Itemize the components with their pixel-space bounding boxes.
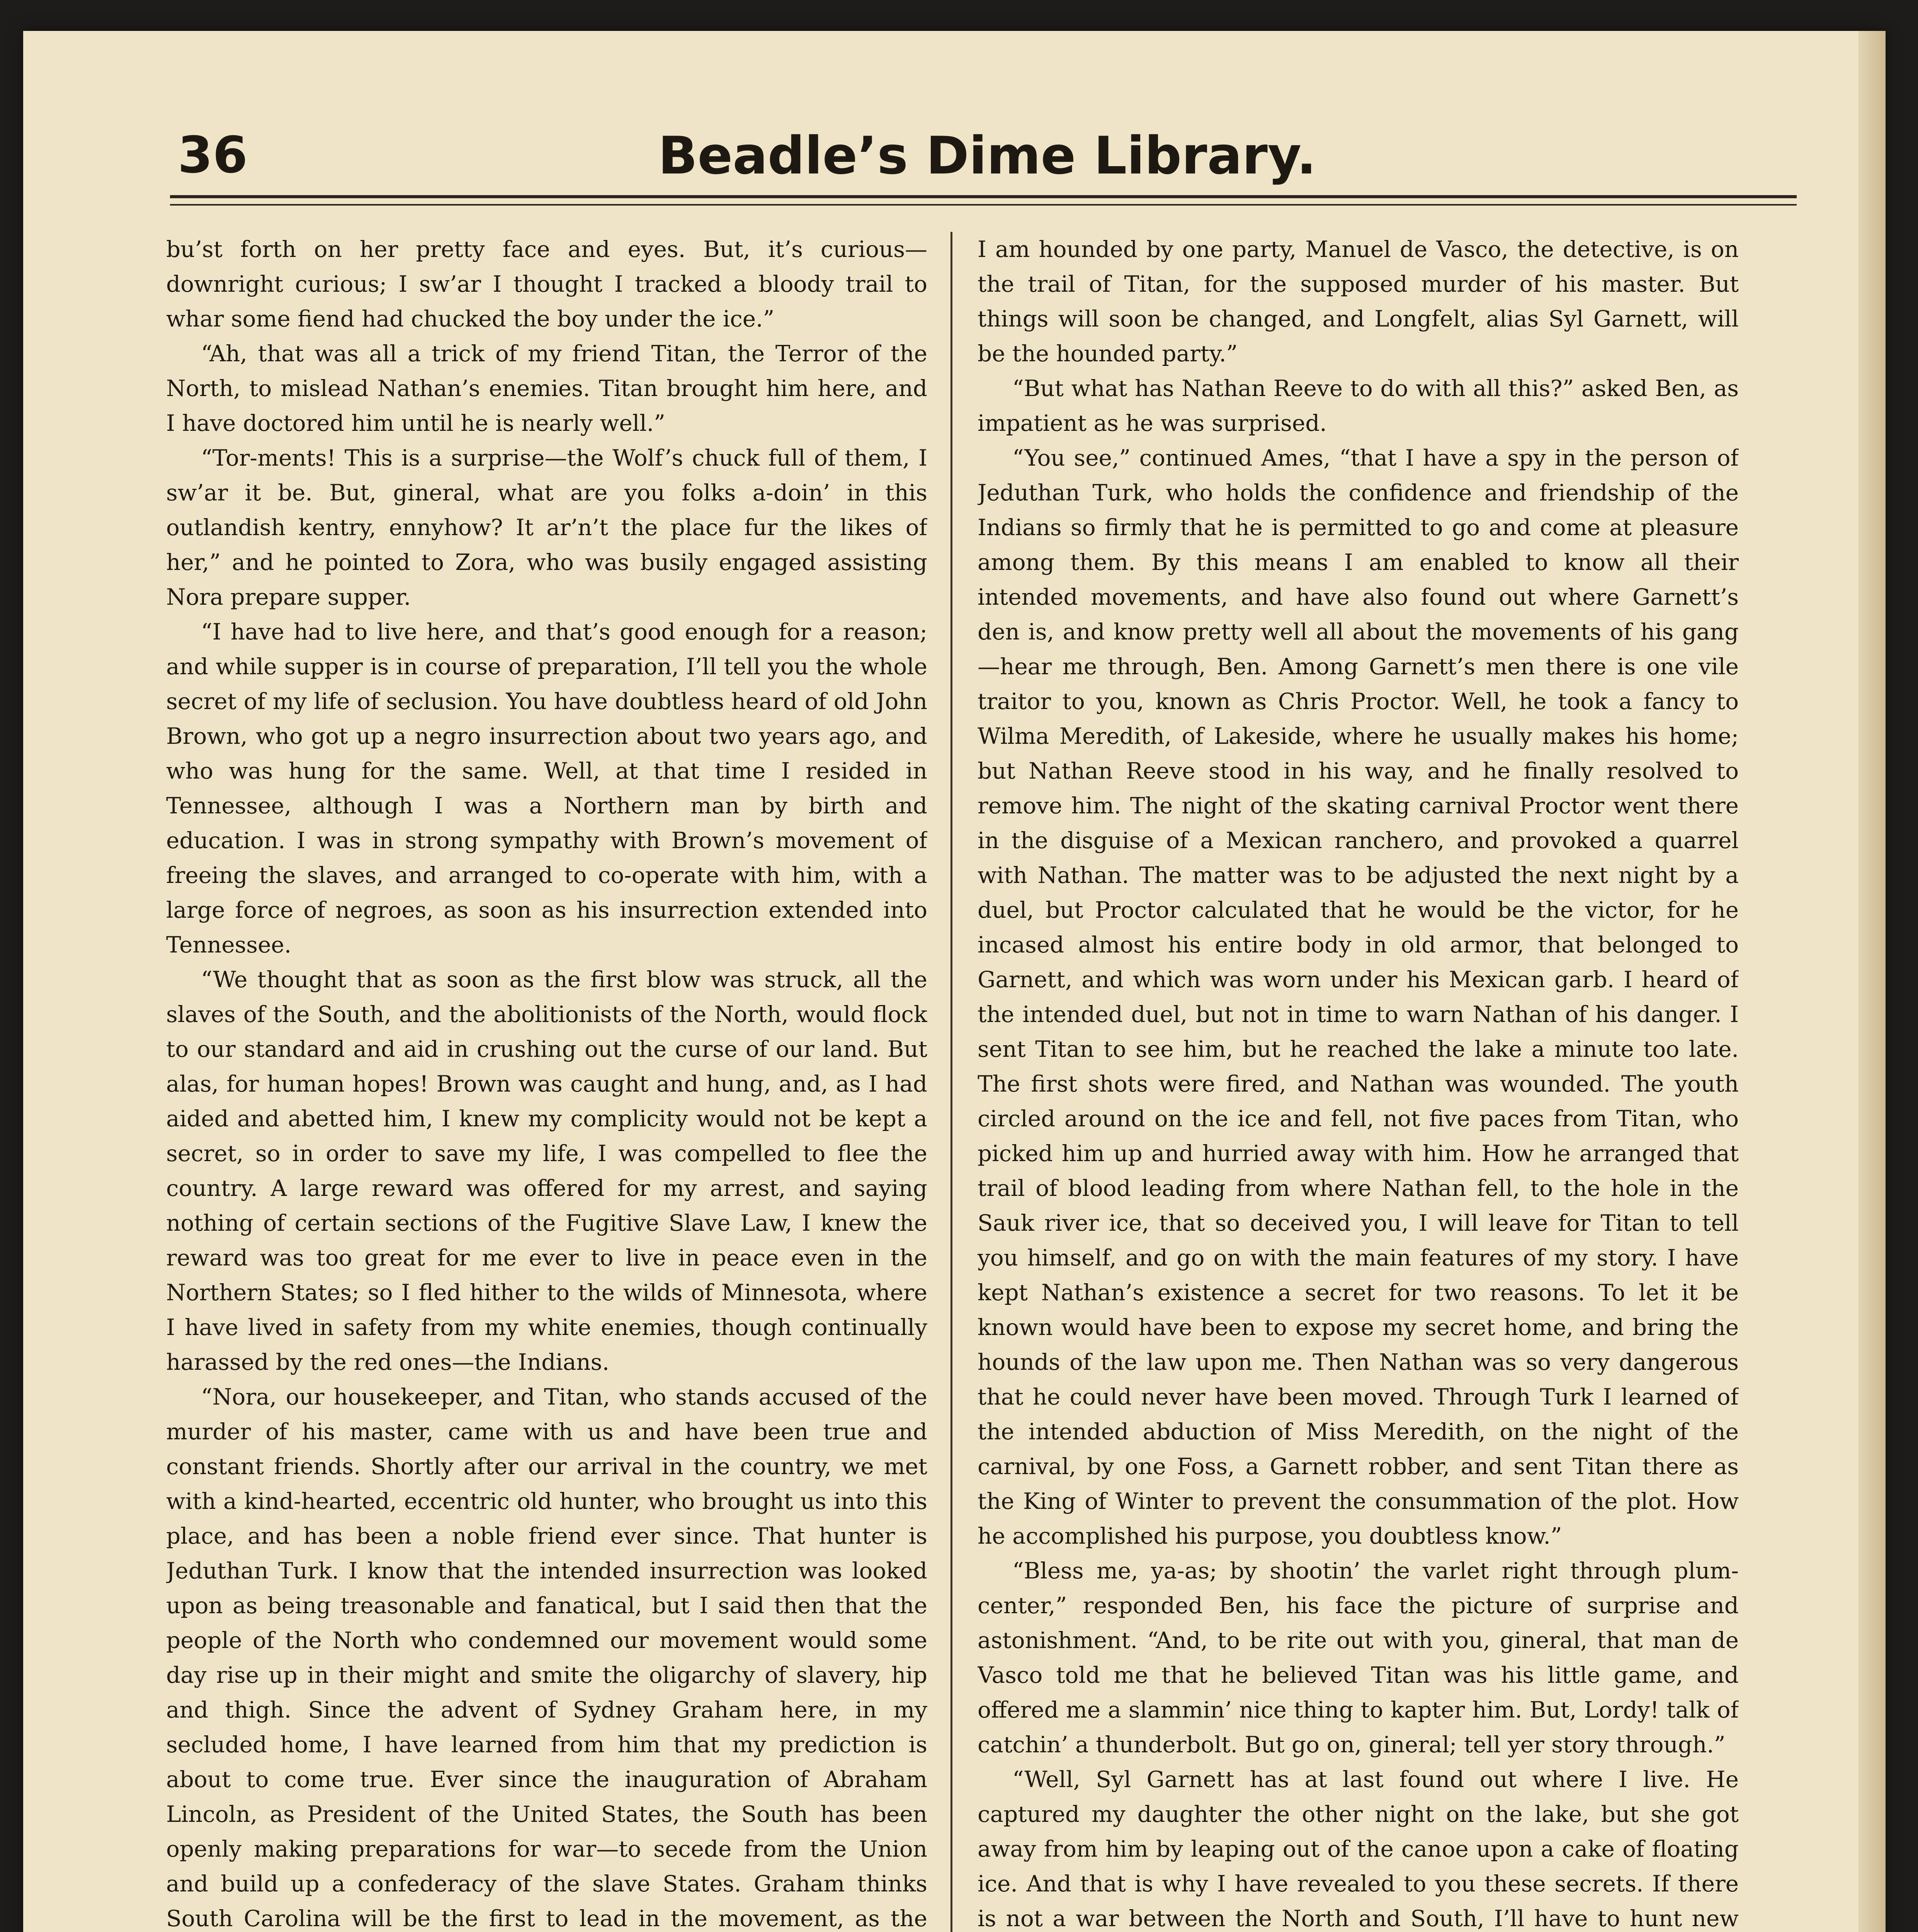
header-rule [170, 195, 1797, 198]
paragraph: “Well, Syl Garnett has at last found out where I live. He captured my daughter the other night on the lake, but she got away from him by leaping out of the canoe upon a cake of floating ice. And that is why I have revealed to you these secrets. If there is not a war between the North and South, I’ll have to hunt new [978, 1766, 1739, 1932]
paragraph: “You see,” continued Ames, “that I have a spy in the person of Jeduthan Turk, who holds the confidence and friendship of the Indians so firmly that he is permitted to go and come at pleasure among them. By this means I am enabled to know all their intended movements, and have also found out where Garnett’s den is, and know pretty well all about the movements of his gang—hear me through, Ben. Among Garnett’s men there is one vile traitor to you, known as Chris Proctor. Well, he took a fancy to Wilma Meredith, of Lakeside, where he usually makes his home; but Nathan Reeve stood in his way, and he finally resolved to remove him. The night of the skating carnival Proctor went there in the disguise of a Mexican ranchero, and provoked a quarrel with Nathan. The matter was to be adjusted the next night by a duel, but Proctor calculated that he would be the victor, for he incased almost his entire body in old armor, that belonged to Garnett, and which was worn under his Mexican garb. I heard of the intended duel, but not in time to warn Nathan of his danger. I sent Titan to see him, but he reached the lake a minute too late. The first shots were fired, and Nathan was wounded. The youth circled around on the ice and fell, not five paces from Titan, who picked him up and hurried away with him. How he arranged that trail of blood leading from where Nathan fell, to the hole in the Sauk river ice, that so deceived you, I will leave for Titan to tell you himself, and go on with the main features of my story. I have kept Nathan’s existence a secret for two reasons. To let it be known would have been to expose my secret home, and bring the hounds of the law upon me. Then Nathan was so very dangerous that he could never have been moved. Through Turk I learned of the intended abduction of Miss Meredith, on the night of the carnival, by one Foss, a Garnett robber, and sent Titan there as the King of Winter to prevent the consummation of the plot. How he accomplished his purpose, you doubtless know.” [978, 445, 1739, 1549]
paragraph: “We thought that as soon as the first blow was struck, all the slaves of the South, and the abolitionists of the North, would flock to our standard and aid in crushing out the curse of our land. But alas, for human hopes! Brown was caught and hung, and, as I had aided and abetted him, I knew my complicity would not be kept a secret, so in order to save my life, I was compelled to flee the country. A large reward was offered for my arrest, and saying nothing of certain sections of the Fugitive Slave Law, I knew the reward was too great for me ever to live in peace even in the Northern States; so I fled hither to the wilds of Minnesota, where I have lived in safety from my white enemies, though continually harassed by the red ones—the Indians. [166, 966, 927, 1375]
column-divider [950, 232, 952, 1932]
left-column [166, 232, 927, 1932]
page-edge [1858, 31, 1886, 1932]
paragraph: “Tor-ments! This is a surprise—the Wolf’s chuck full of them, I sw’ar it be. But, gineral, what are you folks a-doin’ in this outlandish kentry, ennyhow? It ar’n’t the place fur the likes of her,” and he pointed to Zora, who was busily engaged assisting Nora prepare supper. [166, 445, 927, 610]
paragraph: “Bless me, ya-as; by shootin’ the varlet right through plum-center,” responded Ben, his face the picture of surprise and astonishment. “And, to be rite out with you, gineral, that man de Vasco told me that he believed Titan was his little game, and offered me a slammin’ nice thing to kapter him. But, Lordy! talk of catchin’ a thunderbolt. But go on, gineral; tell yer story through.” [978, 1558, 1739, 1758]
right-column [978, 232, 1739, 1932]
running-title: Beadle’s Dime Library. [658, 126, 1316, 186]
page-number: 36 [178, 126, 248, 184]
document-page [23, 31, 1886, 1932]
paragraph: “Nora, our housekeeper, and Titan, who stands accused of the murder of his master, came with us and have been true and constant friends. Shortly after our arrival in the country, we met with a kind-hearted, eccentric old hunter, who brought us into this place, and has been a noble friend ever since. That hunter is Jeduthan Turk. I know that the intended insurrection was looked upon as being treasonable and fanatical, but I said then that the people of the North who condemned our movement would some day rise up in their might and smite the oligarchy of slavery, hip and thigh. Since the advent of Sydney Graham here, in my secluded home, I have learned from him that my prediction is about to come true. Ever since the inauguration of Abraham Lincoln, as President of the United States, the South has been openly making preparations for war—to secede from the Union and build up a confederacy of the slave States. Graham thinks South Carolina will be the first to lead in the movement, as the [166, 1384, 927, 1932]
paragraph: “Ah, that was all a trick of my friend Titan, the Terror of the North, to mislead Nathan’s enemies. Titan brought him here, and I have doctored him until he is nearly well.” [166, 340, 927, 436]
header-rule-thin [170, 204, 1797, 206]
paragraph: “But what has Nathan Reeve to do with all this?” asked Ben, as impatient as he was surprised. [978, 375, 1739, 436]
paragraph: I am hounded by one party, Manuel de Vasco, the detective, is on the trail of Titan, for the supposed murder of his master. But things will soon be changed, and Longfelt, alias Syl Garnett, will be the hounded party.” [978, 236, 1739, 367]
page-header [178, 118, 1797, 195]
paragraph: bu’st forth on her pretty face and eyes. But, it’s curious—downright curious; I sw’ar I thought I tracked a bloody trail to whar some fiend had chucked the boy under the ice.” [166, 236, 927, 332]
paragraph: “I have had to live here, and that’s good enough for a reason; and while supper is in course of preparation, I’ll tell you the whole secret of my life of seclusion. You have doubtless heard of old John Brown, who got up a negro insurrection about two years ago, and who was hung for the same. Well, at that time I resided in Tennessee, although I was a Northern man by birth and education. I was in strong sympathy with Brown’s movement of freeing the slaves, and arranged to co-operate with him, with a large force of negroes, as soon as his insurrection extended into Tennessee. [166, 619, 927, 958]
